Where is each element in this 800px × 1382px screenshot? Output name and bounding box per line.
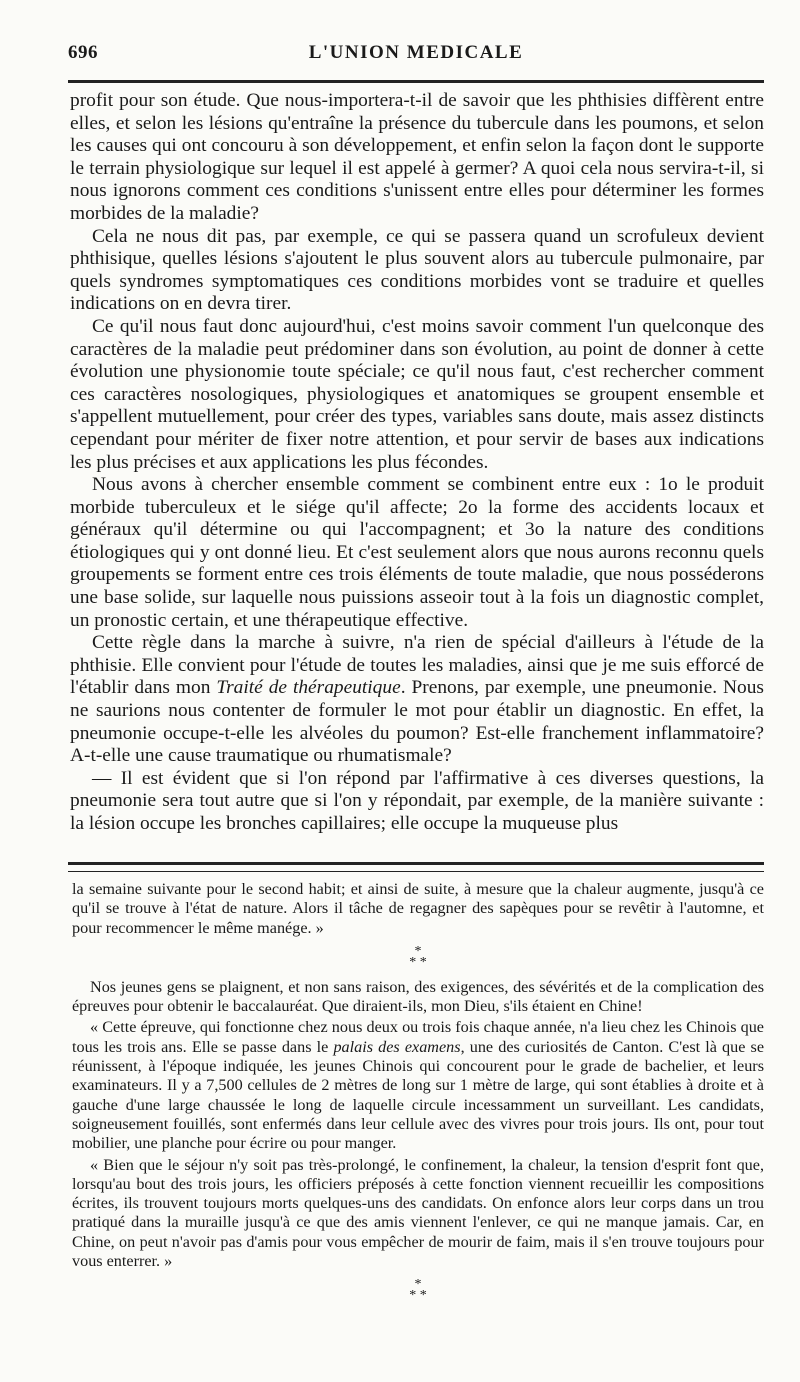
body-paragraph: Ce qu'il nous faut donc aujourd'hui, c'est moins savoir comment l'un quelconque des caractères de la maladie peut prédominer dans son évolution, au point de donner à cette évolution une physionomie toute spéciale; ce qu'il nous faut, c'est rechercher comment ces caractères nosologiques, physiologiques et anatomiques se groupent ensemble et s'appellent mutuellement, pour créer des types, variables sans doute, mais assez distincts cependant pour mériter de fixer notre attention, et pour servir de bases aux indications les plus précises et aux applications les plus fécondes. bbox=[70, 315, 764, 473]
body-paragraph: Cela ne nous dit pas, par exemple, ce qui se passera quand un scrofuleux devient phthisique, quelles lésions s'ajoutent le plus souvent alors au tubercule pulmonaire, par quels syndromes symptomatiques ces conditions morbides vont se traduire et quelles indications on en devra tirer. bbox=[70, 225, 764, 315]
asterism-top: * bbox=[414, 1277, 422, 1293]
running-title: L'UNION MEDICALE bbox=[308, 42, 524, 63]
main-body bbox=[70, 90, 764, 836]
feuilleton-paragraph: la semaine suivante pour le second habit; et ainsi de suite, à mesure que la chaleur augmente, jusqu'à ce qu'il se trouve à l'état de nature. Alors il tâche de regagner des sapèques pour se revêtir à l'automne, et pour recommencer le même manége. » bbox=[72, 880, 764, 937]
feuilleton-paragraph bbox=[72, 1018, 764, 1153]
asterism-top: * bbox=[414, 943, 422, 959]
page-header bbox=[68, 42, 764, 70]
body-paragraph: Nous avons à chercher ensemble comment se combinent entre eux : 1o le produit morbide tuberculeux et le siége qu'il affecte; 2o la forme des accidents locaux et généraux qu'il détermine ou qui l'accompagnent; et 3o la nature des conditions étiologiques qui y ont donné lieu. Et c'est seulement alors que nous aurons reconnu quels groupements se forment entre ces trois éléments de toute maladie, que nous posséderons une base solide, sur laquelle nous puissions asseoir tout à la fois un diagnostic complet, un pronostic certain, et une thérapeutique effective. bbox=[70, 474, 764, 631]
body-paragraph: — Il est évident que si l'on répond par l'affirmative à ces diverses questions, la pneumonie sera tout autre que si l'on y répondait, par exemple, de la manière suivante : la lésion occupe les bronches capillaires; elle occupe la muqueuse plus bbox=[70, 767, 764, 834]
header-rule bbox=[68, 80, 764, 83]
book-title: Traité de thérapeutique bbox=[216, 677, 401, 699]
feuilleton-paragraph: Nos jeunes gens se plaignent, et non sans raison, des exigences, des sévérités et de la complication des épreuves pour obtenir le baccalauréat. Que diraient-ils, mon Dieu, s'ils étaient en Chine! bbox=[72, 977, 764, 1016]
body-paragraph bbox=[70, 632, 764, 768]
asterism-bottom: * * bbox=[409, 954, 427, 970]
body-text: Cette règle dans la marche à suivre, n'a rien de spécial d'ailleurs à l'étude de la phthisie. Elle convient pour l'étude de toutes les maladies, ainsi que je me suis efforcé de l'établir dans mon bbox=[70, 632, 764, 699]
feuilleton-text: , une des curiosités de Canton. C'est là que se réunissent, à l'époque indiquée, les jeunes Chinois qui concourent pour le grade de bachelier, et leurs examinateurs. Il y a 7,500 cellules de 2 mètres de long sur 1 mètre de large, qui sont établies à droite et à gauche d'une large chaussée le long de laquelle circule incessamment un surveillant. Les candidats, soigneusement fouillés, sont enfermés dans leur cellule avec des vivres pour trois jours. Ils ont, pour tout mobilier, une planche pour écrire ou pour manger. bbox=[72, 1037, 765, 1153]
body-paragraph: profit pour son étude. Que nous-importera-t-il de savoir que les phthisies diffèrent entre elles, et selon les lésions qu'entraîne la présence du tubercule dans les poumons, et selon les causes qui ont concouru à son développement, et enfin selon la façon dont le supporte le terrain physiologique sur lequel il est appelé à germer? A quoi cela nous servira-t-il, si nous ignorons comment ces conditions s'unissent entre elles pour déterminer les formes morbides de la maladie? bbox=[70, 90, 764, 224]
feuilleton-text: « Cette épreuve, qui fonctionne chez nous deux ou trois fois chaque année, n'a lieu chez les Chinois que tous les trois ans. Elle se passe dans le bbox=[72, 1018, 764, 1056]
asterism-separator bbox=[72, 1277, 764, 1304]
feuilleton-paragraph: « Bien que le séjour n'y soit pas très-prolongé, le confinement, la chaleur, la tension d'esprit font que, lorsqu'au bout des trois jours, les officiers préposés à cette fonction viennent recueillir les compositions écrites, ils trouvent toujours morts quelques-uns des candidats. On enfonce alors leur corps dans un trou pratiqué dans la muraille jusqu'à ce que des amis viennent l'enlever, ce qui ne manque jamais. Car, en Chine, on peut n'avoir pas d'amis pour vous empêcher de mourir de faim, mais il s'en trouve toujours pour vous enterrer. » bbox=[72, 1155, 764, 1271]
page-number: 696 bbox=[68, 42, 98, 63]
asterism-bottom: * * bbox=[409, 1288, 427, 1304]
asterism-separator bbox=[72, 943, 764, 970]
feuilleton-italic: palais des examens bbox=[333, 1037, 461, 1056]
feuilleton-divider bbox=[68, 862, 764, 872]
body-text: . Prenons, par exemple, une pneumonie. Nous ne saurions nous contenter de formuler le mot pour établir un diagnostic. En effet, la pneumonie occupe-t-elle les alvéoles du poumon? Est-elle franchement inflammatoire? A-t-elle une cause traumatique ou rhumatismale? bbox=[70, 677, 764, 767]
feuilleton-column bbox=[72, 880, 764, 1311]
